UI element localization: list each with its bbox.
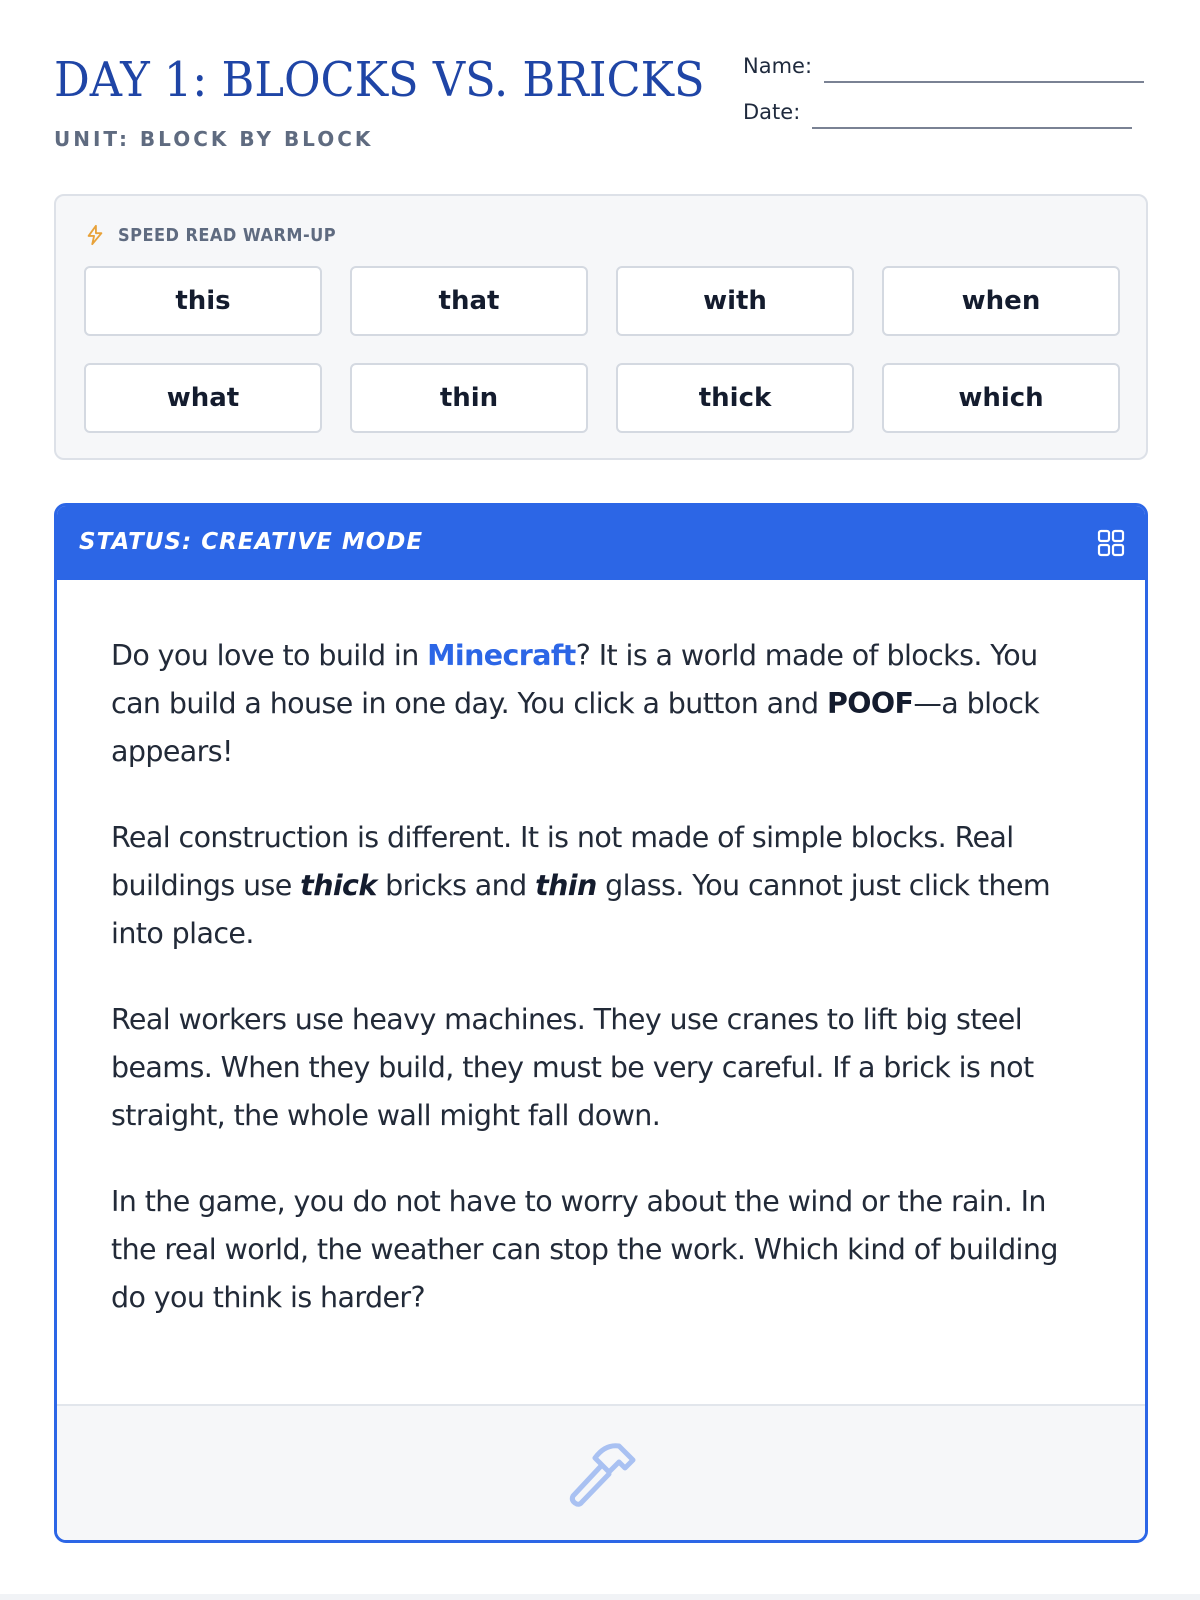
paragraph-text: ? It is a world made of blocks. You can build a house in one day. You click a button and — [111, 639, 1038, 720]
word-card: that — [350, 266, 588, 336]
poof-word: POOF — [826, 687, 914, 720]
grid-icon — [1097, 529, 1125, 557]
word-card: when — [882, 266, 1120, 336]
word-card: which — [882, 363, 1120, 433]
name-label: Name: — [743, 54, 813, 78]
paragraph-text: glass. You cannot just click them into place. — [111, 869, 1051, 950]
warmup-heading — [84, 224, 360, 246]
word-card: with — [616, 266, 854, 336]
warmup-title: SPEED READ WARM-UP — [118, 224, 337, 246]
story-paragraph — [111, 814, 1081, 958]
date-field — [743, 102, 1132, 123]
sight-word-grid — [84, 266, 1120, 433]
page-title: DAY 1: BLOCKS VS. BRICKS — [54, 52, 705, 108]
status-bar — [57, 506, 1145, 580]
name-field — [743, 56, 1144, 77]
story-paragraph: In the game, you do not have to worry about the wind or the rain. In the real world, the weather can stop the work. Which kind of building do you think is harder? — [111, 1185, 1058, 1314]
card-footer — [57, 1404, 1145, 1540]
word-card: this — [84, 266, 322, 336]
date-label: Date: — [743, 100, 801, 124]
paragraph-text: —a block appears! — [111, 687, 1040, 768]
date-line[interactable] — [812, 127, 1132, 129]
unit-subtitle: UNIT: BLOCK BY BLOCK — [54, 127, 374, 151]
story-paragraph: Real workers use heavy machines. They use cranes to lift big steel beams. When they build, they must be very careful. If a brick is not straight, the whole wall might fall down. — [111, 1003, 1034, 1132]
paragraph-text: Real construction is different. It is not made of simple blocks. Real buildings use — [111, 821, 1014, 902]
word-card: what — [84, 363, 322, 433]
emphasized-word: thick — [300, 869, 377, 902]
story-text — [111, 632, 1081, 1360]
reading-passage-card — [54, 503, 1148, 1543]
word-card: thin — [350, 363, 588, 433]
worksheet-header — [54, 52, 1146, 162]
name-line[interactable] — [824, 81, 1144, 83]
emphasized-word: thin — [535, 869, 597, 902]
hammer-icon — [561, 1436, 641, 1516]
paragraph-text: bricks and — [376, 869, 536, 902]
paragraph-text: Do you love to build in — [111, 639, 428, 672]
word-card: thick — [616, 363, 854, 433]
lightning-bolt-icon — [84, 224, 106, 246]
page-bottom-strip — [0, 1594, 1200, 1600]
speed-read-warmup — [54, 194, 1148, 460]
story-paragraph — [111, 632, 1081, 776]
game-name: Minecraft — [427, 639, 576, 672]
status-label: STATUS: CREATIVE MODE — [79, 529, 424, 555]
